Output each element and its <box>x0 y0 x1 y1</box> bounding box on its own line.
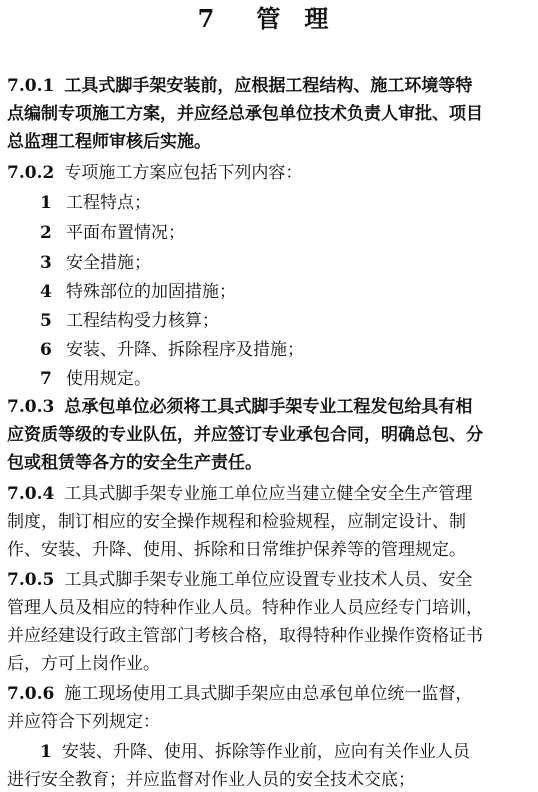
clause-7-0-1-line: 点编制专项施工方案，并应经总承包单位技术负责人审批、项目 <box>7 104 483 124</box>
clause-7-0-4-line <box>7 484 472 504</box>
clause-7-0-1-line: 总监理工程师审核后实施。 <box>7 132 211 152</box>
list-item-text: 工程特点； <box>66 193 151 213</box>
list-item-text: 特殊部位的加固措施； <box>66 282 236 302</box>
clause-text: 专项施工方案应包括下列内容： <box>64 163 303 183</box>
clause-number: 7.0.1 <box>7 76 55 96</box>
list-item-text: 使用规定。 <box>66 369 151 389</box>
clause-7-0-4-line: 制度，制订相应的安全操作规程和检验规程，应制定设计、制 <box>7 512 466 532</box>
clause-text: 工具式脚手架专业施工单位应当建立健全安全生产管理 <box>64 484 473 504</box>
list-item-number: 7 <box>40 369 52 389</box>
list-item-number: 2 <box>40 223 52 243</box>
list-item-text: 工程结构受力核算； <box>66 311 219 331</box>
clause-7-0-5-line: 后，方可上岗作业。 <box>7 654 160 674</box>
list-item <box>40 340 304 360</box>
list-item <box>40 193 151 213</box>
clause-number: 7.0.5 <box>7 570 55 590</box>
list-item-number: 1 <box>40 742 52 762</box>
clause-text: 工具式脚手架专业施工单位应设置专业技术人员、安全 <box>64 570 473 590</box>
chapter-title <box>0 4 538 34</box>
list-item-number: 3 <box>40 253 52 273</box>
clause-7-0-6-line: 并应符合下列规定： <box>7 712 160 732</box>
clause-number: 7.0.4 <box>7 484 55 504</box>
list-item <box>40 742 470 762</box>
clause-text: 总承包单位必须将工具式脚手架专业工程发包给具有相 <box>64 397 473 417</box>
clause-text: 工具式脚手架安装前，应根据工程结构、施工环境等特 <box>64 76 473 96</box>
chapter-title-char: 理 <box>304 4 329 33</box>
clause-7-0-6-line <box>7 684 472 704</box>
list-item <box>40 311 219 331</box>
clause-7-0-4-line: 作、安装、升降、使用、拆除和日常维护保养等的管理规定。 <box>7 540 466 560</box>
clause-7-0-5-line <box>7 570 472 590</box>
clause-number: 7.0.2 <box>7 163 55 183</box>
list-item <box>40 282 236 302</box>
list-item-text: 安装、升降、拆除程序及措施； <box>66 340 304 360</box>
clause-7-0-1-line <box>7 76 472 96</box>
clause-number: 7.0.3 <box>7 397 55 417</box>
list-item <box>40 369 151 389</box>
list-item-number: 6 <box>40 340 52 360</box>
clause-7-0-3-line <box>7 397 472 417</box>
list-item-continuation: 进行安全教育；并应监督对作业人员的安全技术交底； <box>7 770 415 790</box>
chapter-title-char: 管 <box>256 4 281 33</box>
list-item-text: 安全措施； <box>66 253 151 273</box>
clause-7-0-3-line: 应资质等级的专业队伍，并应签订专业承包合同，明确总包、分 <box>7 425 483 445</box>
list-item-text: 安装、升降、使用、拆除等作业前，应向有关作业人员 <box>61 742 470 762</box>
list-item <box>40 223 185 243</box>
clause-7-0-5-line: 管理人员及相应的特种作业人员。特种作业人员应经专门培训， <box>7 598 483 618</box>
clause-7-0-2-line <box>7 163 302 183</box>
clause-number: 7.0.6 <box>7 684 55 704</box>
list-item-number: 5 <box>40 311 52 331</box>
list-item-number: 1 <box>40 193 52 213</box>
clause-7-0-3-line: 包或租赁等各方的安全生产责任。 <box>7 453 262 473</box>
clause-text: 施工现场使用工具式脚手架应由总承包单位统一监督， <box>64 684 473 704</box>
list-item-text: 平面布置情况； <box>66 223 185 243</box>
clause-7-0-5-line: 并应经建设行政主管部门考核合格，取得特种作业操作资格证书 <box>7 626 483 646</box>
chapter-number: 7 <box>197 4 215 33</box>
list-item-number: 4 <box>40 282 52 302</box>
list-item <box>40 253 151 273</box>
